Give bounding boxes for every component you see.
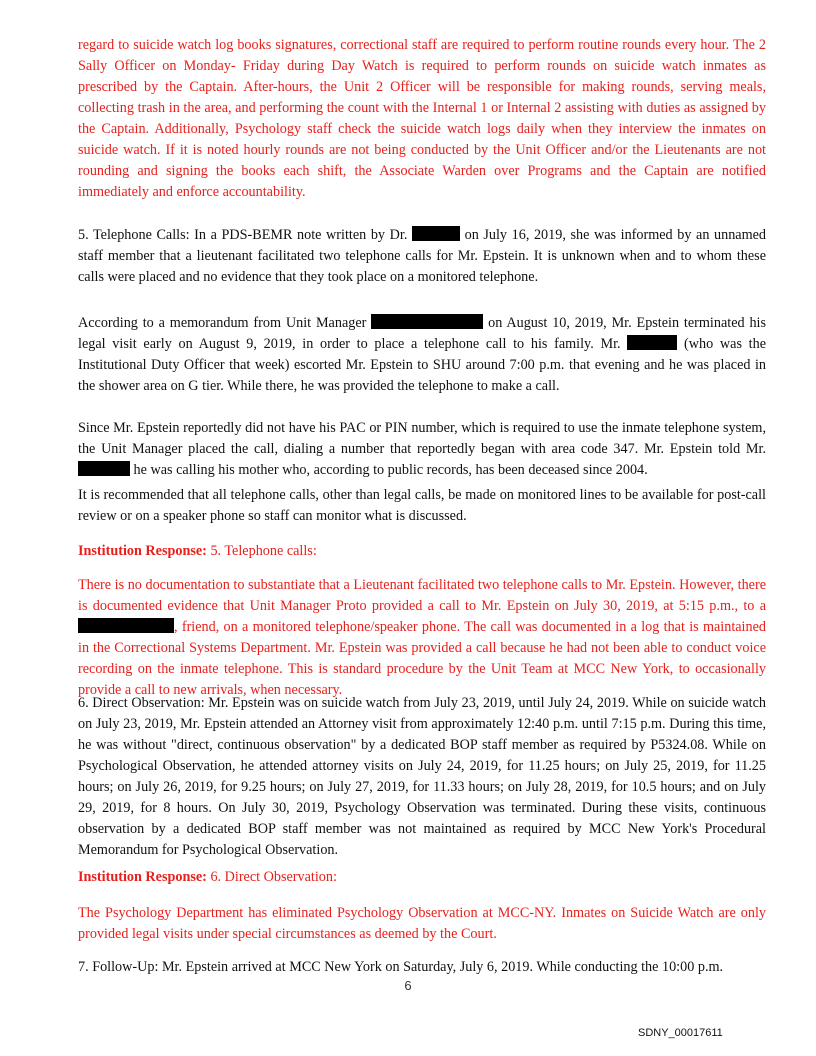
heading-label: Institution Response: [78,869,207,885]
paragraph-direct-observation: 6. Direct Observation: Mr. Epstein was on suicide watch from July 23, 2019, until July 24, 2019. While on suicide watch on July 23, 2019, Mr. Epstein attended an Attorney visit from approximately 12:40 p.m. until 7:15 p.m. During this time, he was without "direct, continuous observation" by a dedicated BOP staff member as required by P5324.08. While on Psychological Observation, he attended attorney visits on July 24, 2019, for 11.25 hours; on July 25, 2019, for 11.25 hours; on July 26, 2019, for 9.25 hours; on July 27, 2019, for 11.33 hours; on July 28, 2019, for 10.5 hours; and on July 29, 2019, for 8 hours. On July 30, 2019, Psychology Observation was terminated. During these visits, continuous observation by a dedicated BOP staff member was not maintained as required by MCC New York's Procedural Memorandum for Psychological Observation. [78,695,766,858]
redaction-box [627,335,677,350]
text-segment: Since Mr. Epstein reportedly did not have his PAC or PIN number, which is required to use the inmate telephone system, the Unit Manager placed the call, dialing a number that reportedly began with area code 347. Mr. Epstein told Mr. [78,420,766,457]
text-segment: on July 16, 2019, she was informed by an unnamed staff member that a lieutenant facilitated two telephone calls for Mr. Epstein. It is unknown when and to whom these calls were placed and no evidence that they took place on a monitored telephone. [78,227,767,285]
text-segment: According to a memorandum from Unit Manager [78,315,367,331]
bates-number: SDNY_00017611 [638,1027,723,1039]
paragraph-response-telephone [78,575,766,701]
redaction-box [412,226,460,241]
paragraph-follow-up: 7. Follow-Up: Mr. Epstein arrived at MCC New York on Saturday, July 6, 2019. While conducting the 10:00 p.m. [78,959,724,975]
heading-text: 5. Telephone calls: [210,543,317,559]
text-segment: , friend, on a monitored telephone/speaker phone. The call was documented in a log that is maintained in the Correctional Systems Department. Mr. Epstein was provided a call because he had not been able to conduct voice recording on the inmate telephone. This is standard procedure by the Unit Team at MCC New York, to occasionally provide a call to new arrivals, when necessary. [78,619,766,698]
text-segment: (who was the Institutional Duty Officer that week) escorted Mr. Epstein to SHU around 7:00 p.m. that evening and he was placed in the shower area on G tier. While there, he was provided the telephone to make a call. [78,336,767,394]
text-segment: on August 10, 2019, Mr. Epstein terminated his legal visit early on August 9, 2019, in order to place a telephone call to his family. Mr. [78,315,767,352]
paragraph-telephone-calls [78,225,766,288]
institution-response-heading [78,867,766,888]
heading-label: Institution Response: [78,543,207,559]
text-segment: There is no documentation to substantiate that a Lieutenant facilitated two telephone calls to Mr. Epstein. However, there is documented evidence that Unit Manager Proto provided a call to Mr. Epstein on July 30, 2019, at 5:15 p.m., to a [78,577,766,614]
page-number: 6 [404,978,412,993]
redaction-box [371,314,483,329]
paragraph-response-observation: The Psychology Department has eliminated Psychology Observation at MCC-NY. Inmates on Suicide Watch are only provided legal visits under special circumstances as deemed by the Court. [78,905,766,942]
paragraph-pac-pin [78,418,766,481]
text-segment: he was calling his mother who, according to public records, has been deceased since 2004. [133,462,648,478]
institution-response-heading [78,541,766,562]
text-segment: 5. Telephone Calls: In a PDS-BEMR note written by Dr. [78,227,408,243]
paragraph-recommendation: It is recommended that all telephone calls, other than legal calls, be made on monitored lines to be available for post-call review or on a speaker phone so staff can monitor what is discussed. [78,487,766,524]
redaction-box [78,461,130,476]
paragraph-unit-manager-memorandum [78,313,766,397]
paragraph-suicide-watch-rounds: regard to suicide watch log books signatures, correctional staff are required to perform routine rounds every hour. The 2 Sally Officer on Monday- Friday during Day Watch is required to perform rounds on suicide watch inmates as prescribed by the Captain. After-hours, the Unit 2 Officer will be responsible for making rounds, serving meals, collecting trash in the area, and performing the count with the Internal 1 or Internal 2 assisting with duties as assigned by the Captain. Additionally, Psychology staff check the suicide watch logs daily when they interview the inmates on suicide watch. If it is noted hourly rounds are not being conducted by the Unit Officer and/or the Lieutenants are not rounding and signing the books each shift, the Associate Warden over Programs and the Captain are notified immediately and enforce accountability. [78,37,766,200]
redaction-box [78,618,174,633]
heading-text: 6. Direct Observation: [210,869,337,885]
